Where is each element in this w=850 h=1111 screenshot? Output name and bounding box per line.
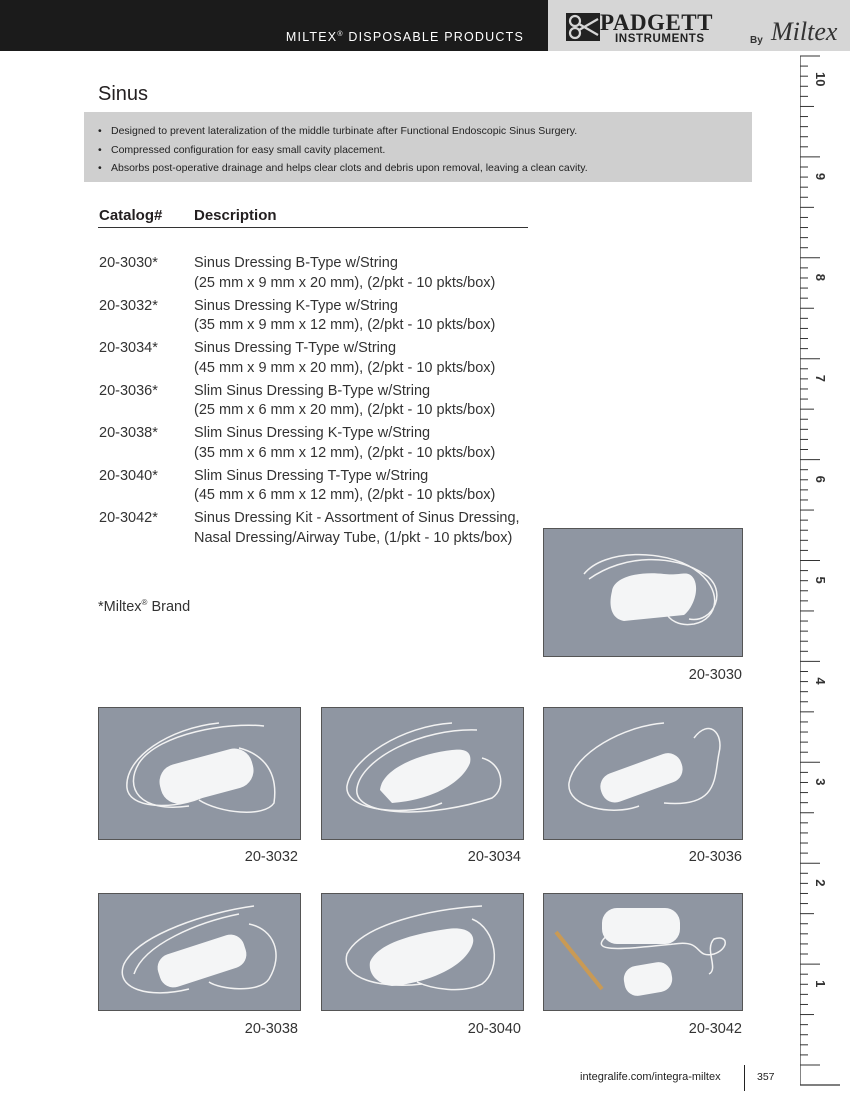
catalog-column-header: Catalog# (99, 207, 163, 224)
catalog-number: 20-3040* (99, 467, 158, 484)
feature-item: • Absorbs post-operative drainage and helps clear clots and debris upon removal, leaving a clean cavity. (98, 159, 752, 178)
description-column-header: Description (194, 207, 277, 224)
logo-by: By (750, 35, 763, 46)
photo-caption: 20-3036 (688, 849, 742, 865)
ruler-label: 4 (813, 677, 828, 685)
brand-footnote: *Miltex® Brand (98, 598, 191, 615)
ruler-label: 6 (813, 475, 828, 483)
ruler-label: 10 (813, 72, 828, 87)
ruler-label: 3 (813, 778, 828, 786)
catalog-number: 20-3030* (99, 255, 158, 271)
scissors-logo-icon (566, 13, 600, 41)
catalog-number: 20-3036* (99, 382, 158, 399)
ruler-label: 8 (813, 273, 828, 282)
catalog-number: 20-3038* (99, 425, 158, 441)
catalog-number: 20-3042* (99, 510, 158, 526)
photo-caption: 20-3030 (688, 667, 742, 683)
ruler-label: 5 (813, 576, 828, 584)
bullet-icon: • (98, 162, 102, 174)
section-label: MILTEX® DISPOSABLE PRODUCTS (285, 30, 524, 44)
photo-caption: 20-3042 (688, 1021, 742, 1037)
padgett-logo (548, 0, 850, 51)
product-photo-20-3034 (321, 707, 524, 840)
description: Sinus Dressing K-Type w/String (35 mm x 9 mm x 12 mm), (2/pkt - 10 pkts/box) (194, 297, 496, 333)
feature-item: • Designed to prevent lateralization of the middle turbinate after Functional Endoscopic Sinus Surgery. (98, 122, 752, 141)
photo-caption: 20-3038 (244, 1021, 298, 1037)
product-photo-20-3036 (543, 707, 743, 840)
ruler-label: 1 (813, 980, 828, 988)
footer-url[interactable]: integralife.com/integra-miltex (580, 1071, 721, 1083)
logo-brand: Miltex (771, 17, 838, 46)
bullet-icon: • (98, 143, 102, 156)
logo-name: PADGETT (600, 10, 713, 35)
ruler-label: 2 (813, 879, 828, 887)
features-box (84, 112, 752, 182)
catalog-number: 20-3032* (99, 297, 158, 314)
description: Slim Sinus Dressing K-Type w/String (35 mm x 6 mm x 12 mm), (2/pkt - 10 pkts/box) (194, 425, 496, 461)
page-number: 357 (757, 1071, 775, 1083)
description: Slim Sinus Dressing T-Type w/String (45 mm x 6 mm x 12 mm), (2/pkt - 10 pkts/box) (194, 467, 496, 503)
product-photo-20-3040 (321, 893, 524, 1011)
description: Sinus Dressing B-Type w/String (25 mm x 9 mm x 20 mm), (2/pkt - 10 pkts/box) (194, 255, 496, 291)
catalog-number: 20-3034* (99, 340, 158, 356)
photo-caption: 20-3034 (467, 849, 521, 865)
description: Sinus Dressing T-Type w/String (45 mm x 9 mm x 20 mm), (2/pkt - 10 pkts/box) (194, 340, 496, 376)
ruler-label: 9 (813, 172, 828, 181)
logo-sub: INSTRUMENTS (615, 33, 705, 45)
feature-item: • Compressed configuration for easy small cavity placement. (98, 141, 752, 160)
description: Slim Sinus Dressing B-Type w/String (25 mm x 6 mm x 20 mm), (2/pkt - 10 pkts/box) (194, 382, 496, 418)
photo-caption: 20-3032 (244, 849, 298, 865)
description: Sinus Dressing Kit - Assortment of Sinus Dressing, Nasal Dressing/Airway Tube, (1/pkt - 10 pkts/box) (194, 510, 520, 546)
bullet-icon: • (98, 125, 102, 137)
ruler-label: 7 (813, 374, 828, 382)
catalog-table-header (98, 207, 528, 228)
photo-caption: 20-3040 (467, 1021, 521, 1037)
measurement-ruler (800, 55, 842, 1090)
product-photo-20-3038 (98, 893, 301, 1011)
footer-divider (744, 1065, 745, 1091)
product-photo-20-3042 (543, 893, 743, 1011)
header-bar (0, 0, 548, 51)
page-title: Sinus (98, 83, 149, 105)
product-photo-20-3032 (98, 707, 301, 840)
product-photo-20-3030 (543, 528, 743, 657)
